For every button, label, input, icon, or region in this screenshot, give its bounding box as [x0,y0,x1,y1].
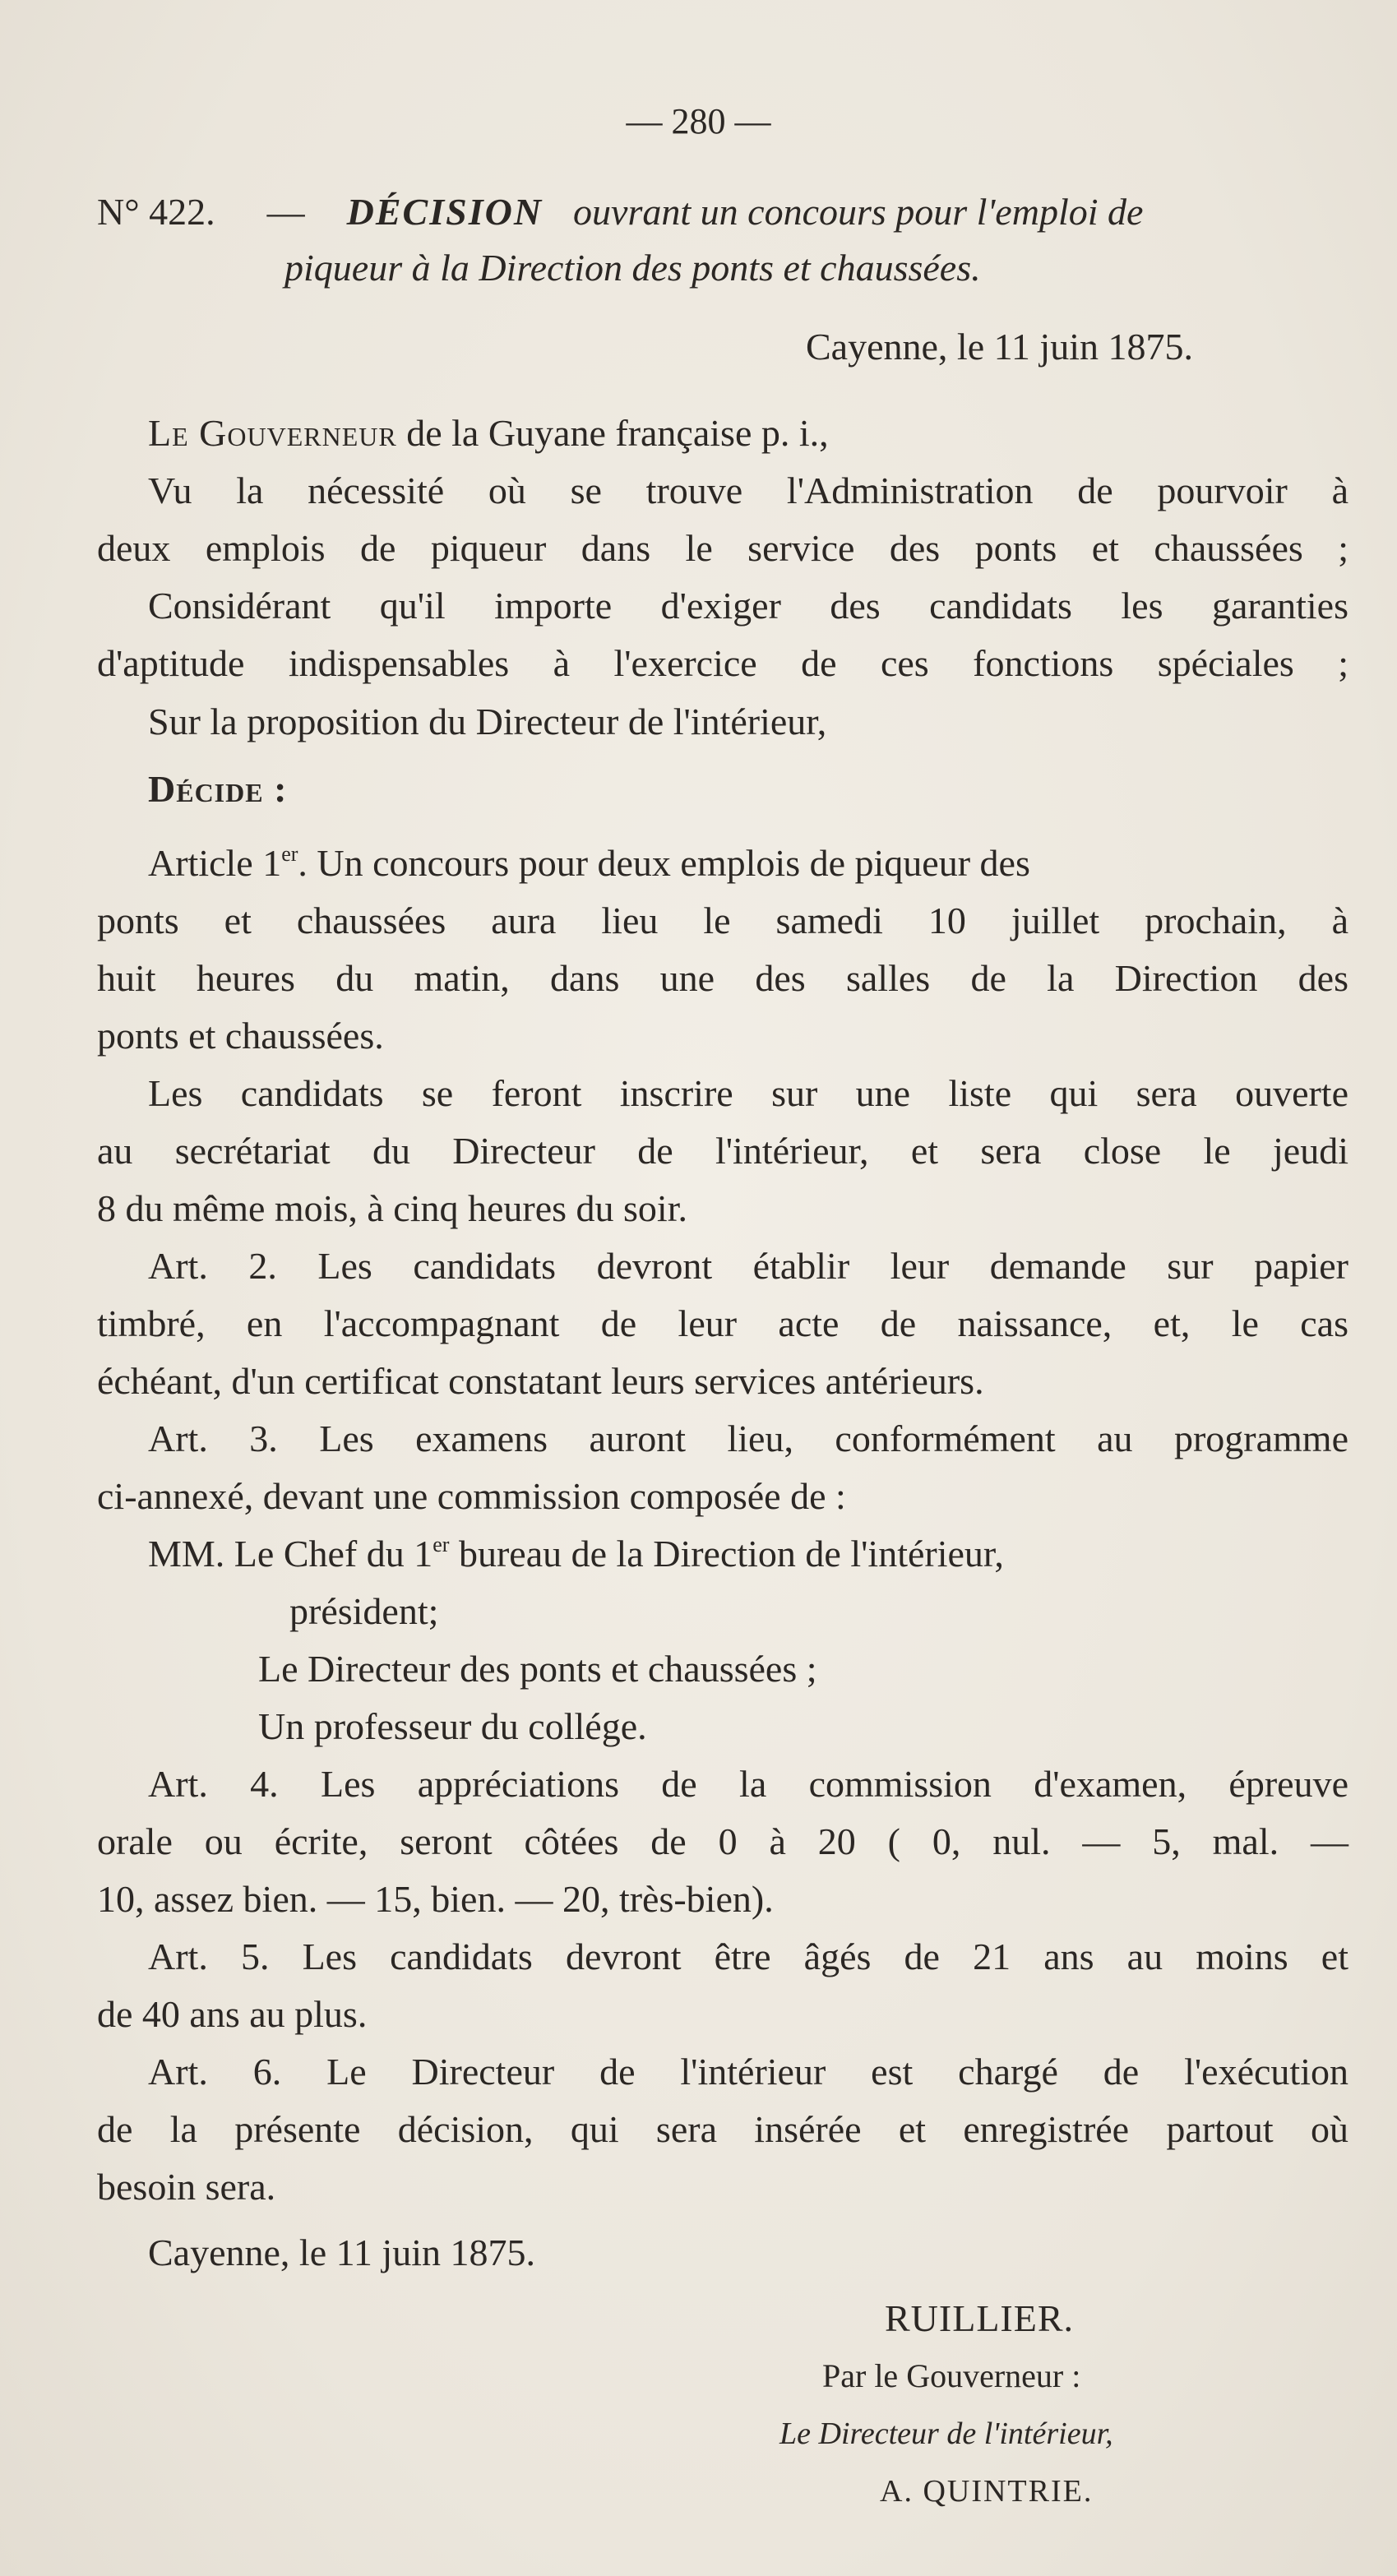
signature-par: Par le Gouverneur : [822,2357,1081,2394]
decision-heading-line1 [97,187,1143,237]
article1-prefix: Article 1 [148,842,282,884]
closing-date: Cayenne, le 11 juin 1875. [148,2231,535,2273]
article1-line1 [148,839,1348,888]
article2-line3: échéant, d'un certificat constatant leurs services antérieurs. [97,1360,984,1402]
article3-line2: ci-annexé, devant une commission composée de : [97,1475,846,1517]
commission-president: président; [289,1590,439,1632]
article1-line2: ponts et chaussées aura lieu le samedi 10 juillet prochain, à [97,900,1348,941]
article1-prefix-group [148,839,1030,888]
article2-line2: timbré, en l'accompagnant de leur acte de naissance, et, le cas [97,1302,1348,1344]
gouverneur-title: Le Gouverneur [148,412,397,454]
page-number: — 280 — [626,101,771,141]
signature-name: RUILLIER. [885,2297,1075,2339]
signature-signer: A. QUINTRIE. [880,2474,1094,2509]
commission-mm-sup: er [433,1533,450,1556]
article1-rest: . Un concours pour deux emplois de piqueur des [298,842,1030,884]
article1-para2-line3: 8 du même mois, à cinq heures du soir. [97,1187,687,1229]
article1-line3: huit heures du matin, dans une des salles de la Direction des [97,957,1348,999]
decision-title-bold: DÉCISION [346,191,544,233]
decide-label: Décide : [148,768,288,810]
article6-line3: besoin sera. [97,2166,276,2208]
article1-para2-line2: au secrétariat du Directeur de l'intérieur, et sera close le jeudi [97,1130,1348,1172]
article3-line1: Art. 3. Les examens auront lieu, conformément au programme [148,1417,1348,1459]
article2-line1: Art. 2. Les candidats devront établir leur demande sur papier [148,1245,1348,1287]
article4-line1: Art. 4. Les appréciations de la commission d'examen, épreuve [148,1763,1348,1805]
article6-line1: Art. 6. Le Directeur de l'intérieur est chargé de l'exécution [148,2051,1348,2093]
decision-heading-line2: piqueur à la Direction des ponts et chaussées. [284,247,981,289]
preamble-line-3: Considérant qu'il importe d'exiger des candidats les garanties [148,585,1348,627]
preamble-line-5: Sur la proposition du Directeur de l'intérieur, [148,701,827,742]
place-date: Cayenne, le 11 juin 1875. [806,326,1193,368]
commission-mm-prefix: MM. Le Chef du 1 [148,1533,433,1575]
commission-line1 [148,1529,1004,1579]
commission-mm-rest: bureau de la Direction de l'intérieur, [449,1533,1004,1575]
article1-line4: ponts et chaussées. [97,1015,384,1057]
article6-line2: de la présente décision, qui sera insérée et enregistrée partout où [97,2108,1348,2150]
heading-dash: — [266,191,305,233]
preamble-line-2: deux emplois de piqueur dans le service des ponts et chaussées ; [97,527,1348,569]
article4-line3: 10, assez bien. — 15, bien. — 20, très-bien). [97,1878,774,1920]
article4-line2: orale ou écrite, seront côtées de 0 à 20 ( 0, nul. — 5, mal. — [97,1820,1348,1862]
gouverneur-line [148,409,829,458]
decision-title-rest: ouvrant un concours pour l'emploi de [573,191,1144,233]
signature-role: Le Directeur de l'intérieur, [779,2416,1113,2451]
commission-member3: Un professeur du collége. [258,1705,647,1747]
preamble-line-4: d'aptitude indispensables à l'exercice de ces fonctions spéciales ; [97,642,1348,684]
article5-line2: de 40 ans au plus. [97,1993,368,2035]
gouverneur-rest: de la Guyane française p. i., [406,412,829,454]
article1-para2-line1: Les candidats se feront inscrire sur une liste qui sera ouverte [148,1072,1348,1114]
article5-line1: Art. 5. Les candidats devront être âgés de 21 ans au moins et [148,1935,1348,1977]
commission-member2: Le Directeur des ponts et chaussées ; [258,1648,817,1690]
decision-number: N° 422. [97,191,215,233]
article1-sup: er [281,842,298,866]
preamble-line-1: Vu la nécessité où se trouve l'Administration de pourvoir à [148,469,1348,511]
